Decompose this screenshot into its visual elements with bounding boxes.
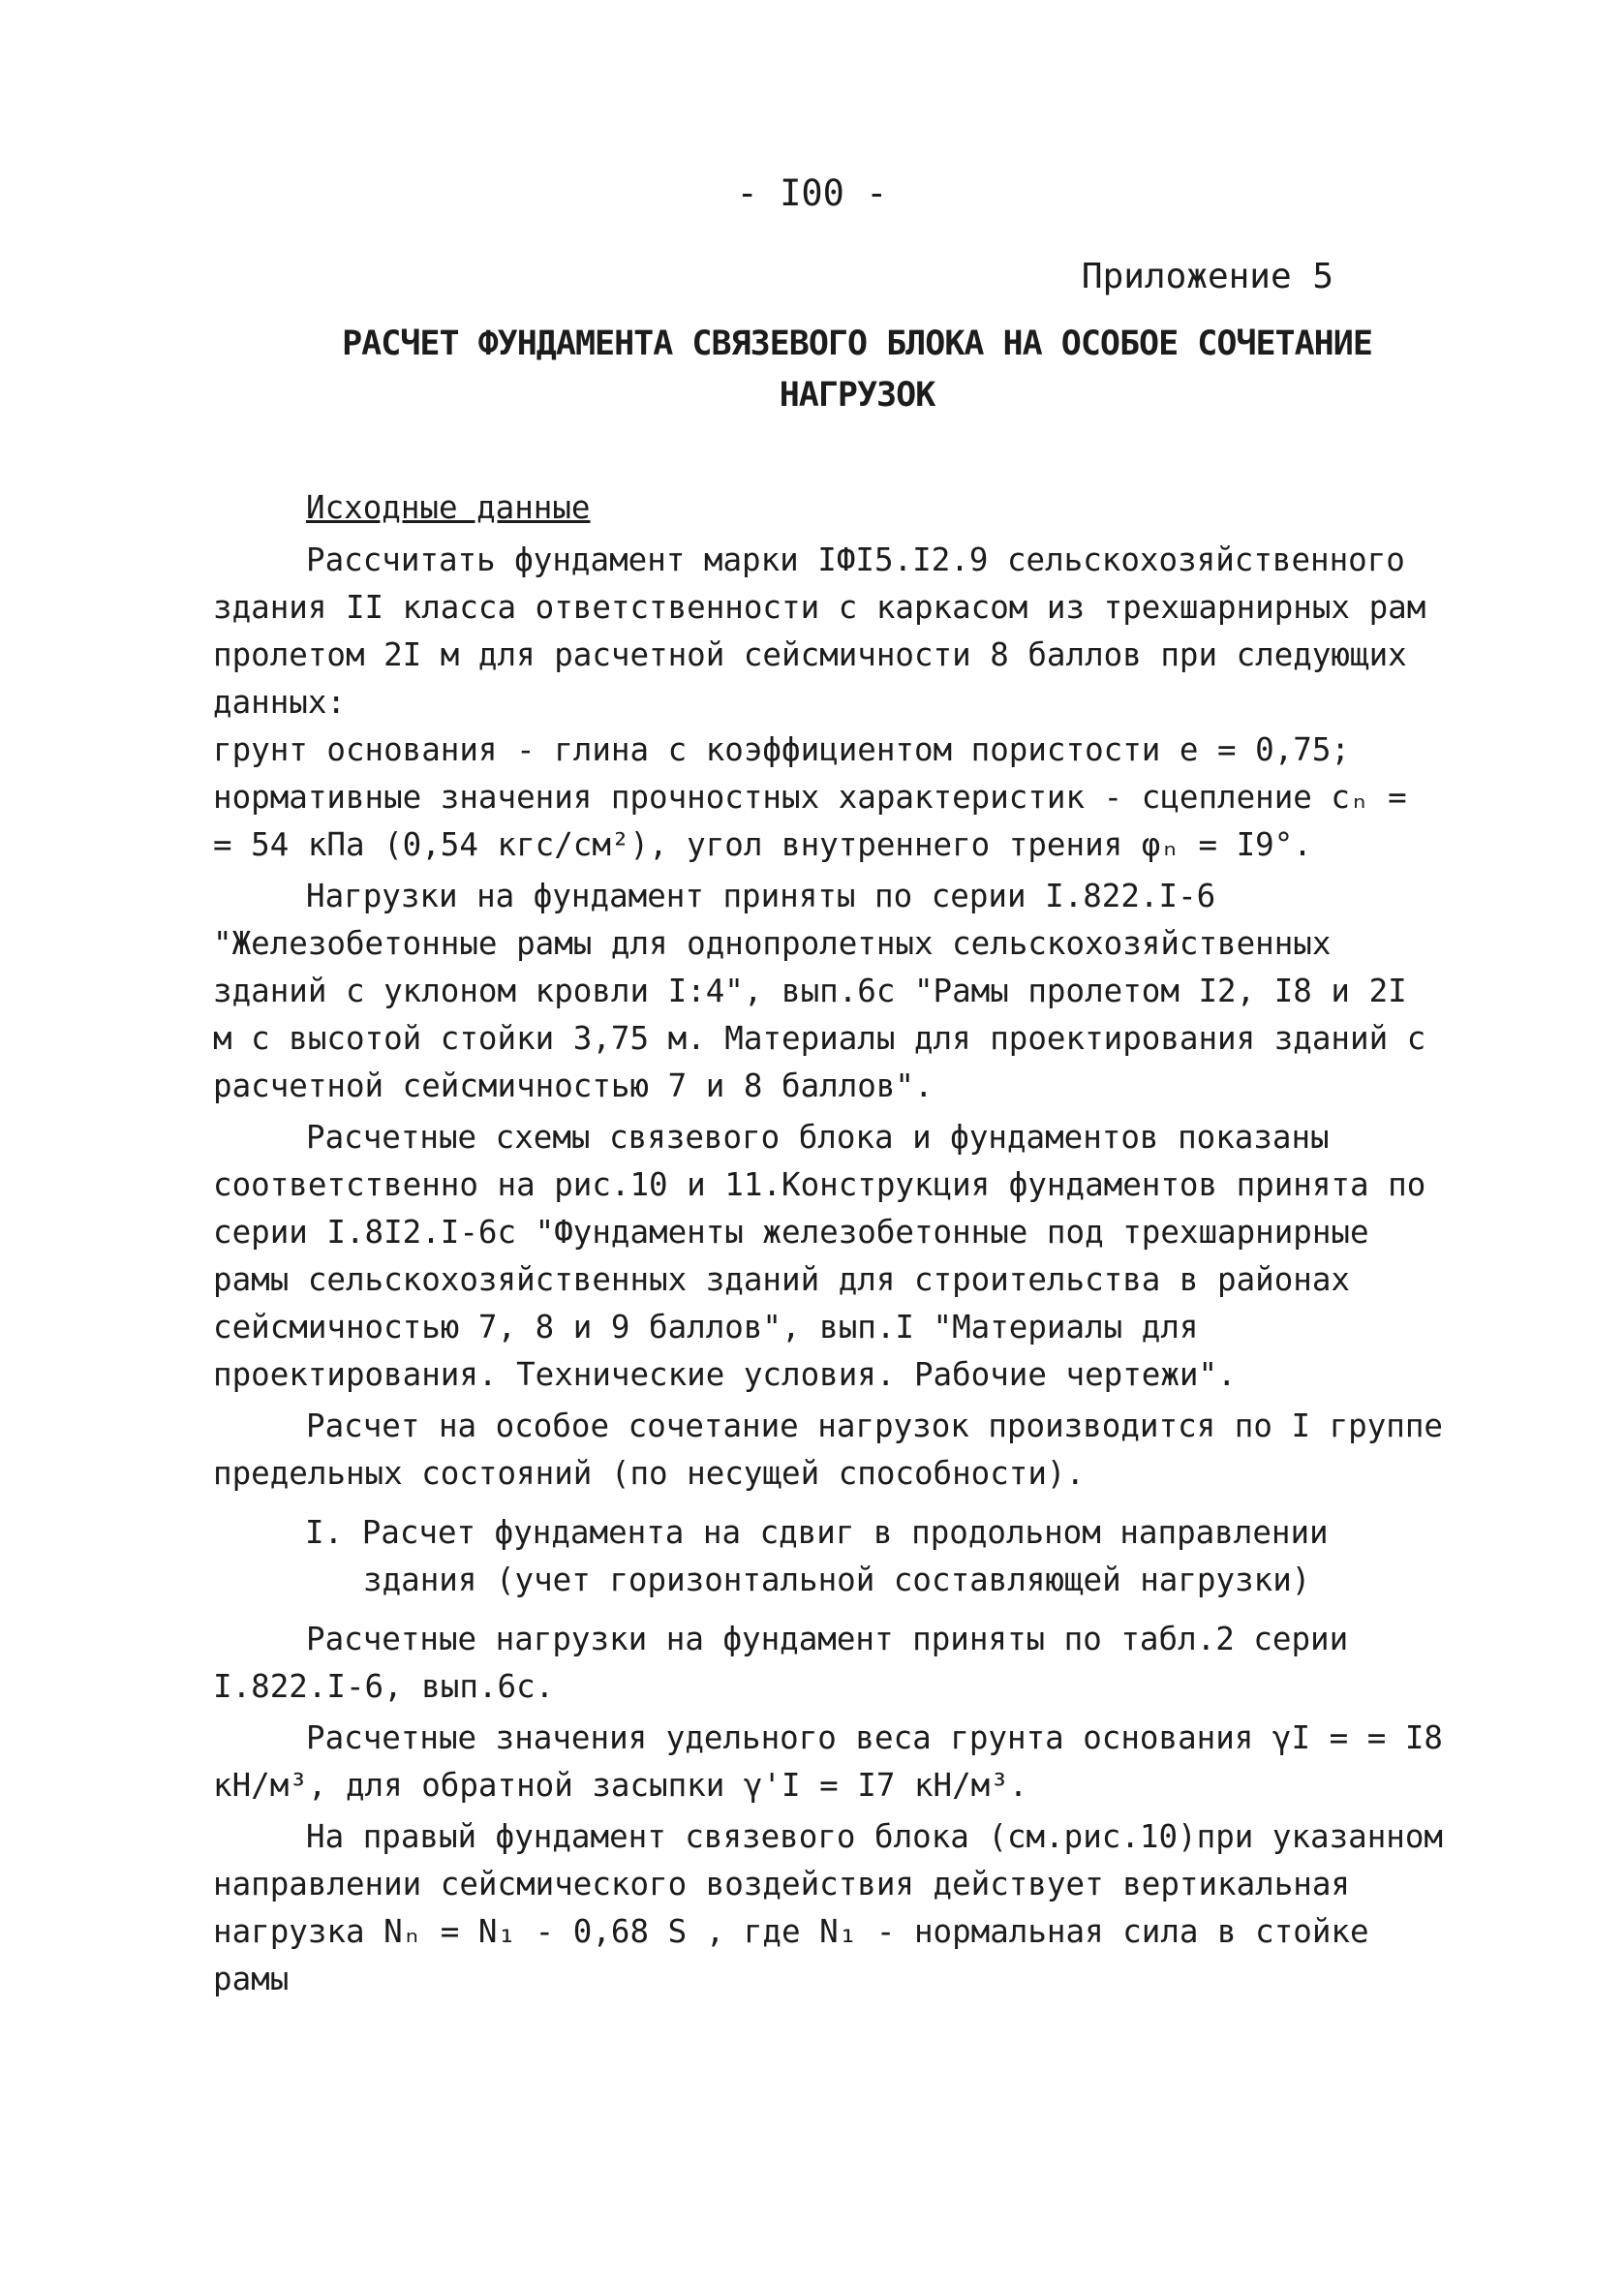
document-body — [213, 484, 1443, 2003]
subsection-title: I. Расчет фундамента на сдвиг в продольном направлении здания (учет горизонтальной составляющей нагрузки) — [305, 1514, 1329, 1598]
document-title-line1: РАСЧЕТ ФУНДАМЕНТА СВЯЗЕВОГО БЛОКА НА ОСОБОЕ СОЧЕТАНИЕ — [342, 325, 1372, 363]
page-number: - I00 - — [736, 172, 888, 214]
appendix-label: Приложение 5 — [1081, 257, 1333, 296]
document-title-line2: НАГРУЗОК — [779, 376, 935, 415]
paragraph: Рассчитать фундамент марки IФI5.I2.9 сельскохозяйственного здания II класса ответственности с каркасом из трехшарнирных рам пролетом 2I м для расчетной сейсмичности 8 баллов при следующих данных: — [213, 541, 1426, 721]
paragraph: На правый фундамент связевого блока (см.рис.10)при указанном направлении сейсмического воздействия действует вертикальная нагрузка Nₙ = N₁ - 0,68 S , где N₁ - нормальная сила в стойке рамы — [213, 1818, 1443, 1997]
paragraph: Расчет на особое сочетание нагрузок производится по I группе предельных состояний (по несущей способности). — [213, 1407, 1443, 1492]
section-heading: Исходные данные — [306, 489, 591, 526]
paragraph: Нагрузки на фундамент приняты по серии I.822.I-6 "Железобетонные рамы для однопролетных сельскохозяйственных зданий с уклоном кровли I:4", вып.6с "Рамы пролетом I2, I8 и 2I м с высотой стойки 3,75 м. Материалы для проектирования зданий с расчетной сейсмичностью 7 и 8 баллов". — [213, 878, 1426, 1104]
paragraph: Расчетные значения удельного веса грунта основания γI = = I8 кН/м³, для обратной засыпки γ'I = I7 кН/м³. — [213, 1719, 1443, 1804]
paragraph: Расчетные нагрузки на фундамент приняты по табл.2 серии I.822.I-6, вып.6с. — [213, 1621, 1349, 1705]
paragraph: грунт основания - глина с коэффициентом пористости e = 0,75; — [213, 731, 1350, 768]
paragraph: нормативные значения прочностных характеристик - сцепление cₙ = = 54 кПа (0,54 кгс/см²), угол внутреннего трения φₙ = I9°. — [213, 779, 1407, 863]
paragraph: Расчетные схемы связевого блока и фундаментов показаны соответственно на рис.10 и 11.Конструкция фундаментов принята по серии I.8I2.I-6с "Фундаменты железобетонные под трехшарнирные рамы сельскохозяйственных зданий для строительства в районах сейсмичностью 7, 8 и 9 баллов", вып.I "Материалы для проектирования. Технические условия. Рабочие чертежи". — [213, 1119, 1426, 1393]
